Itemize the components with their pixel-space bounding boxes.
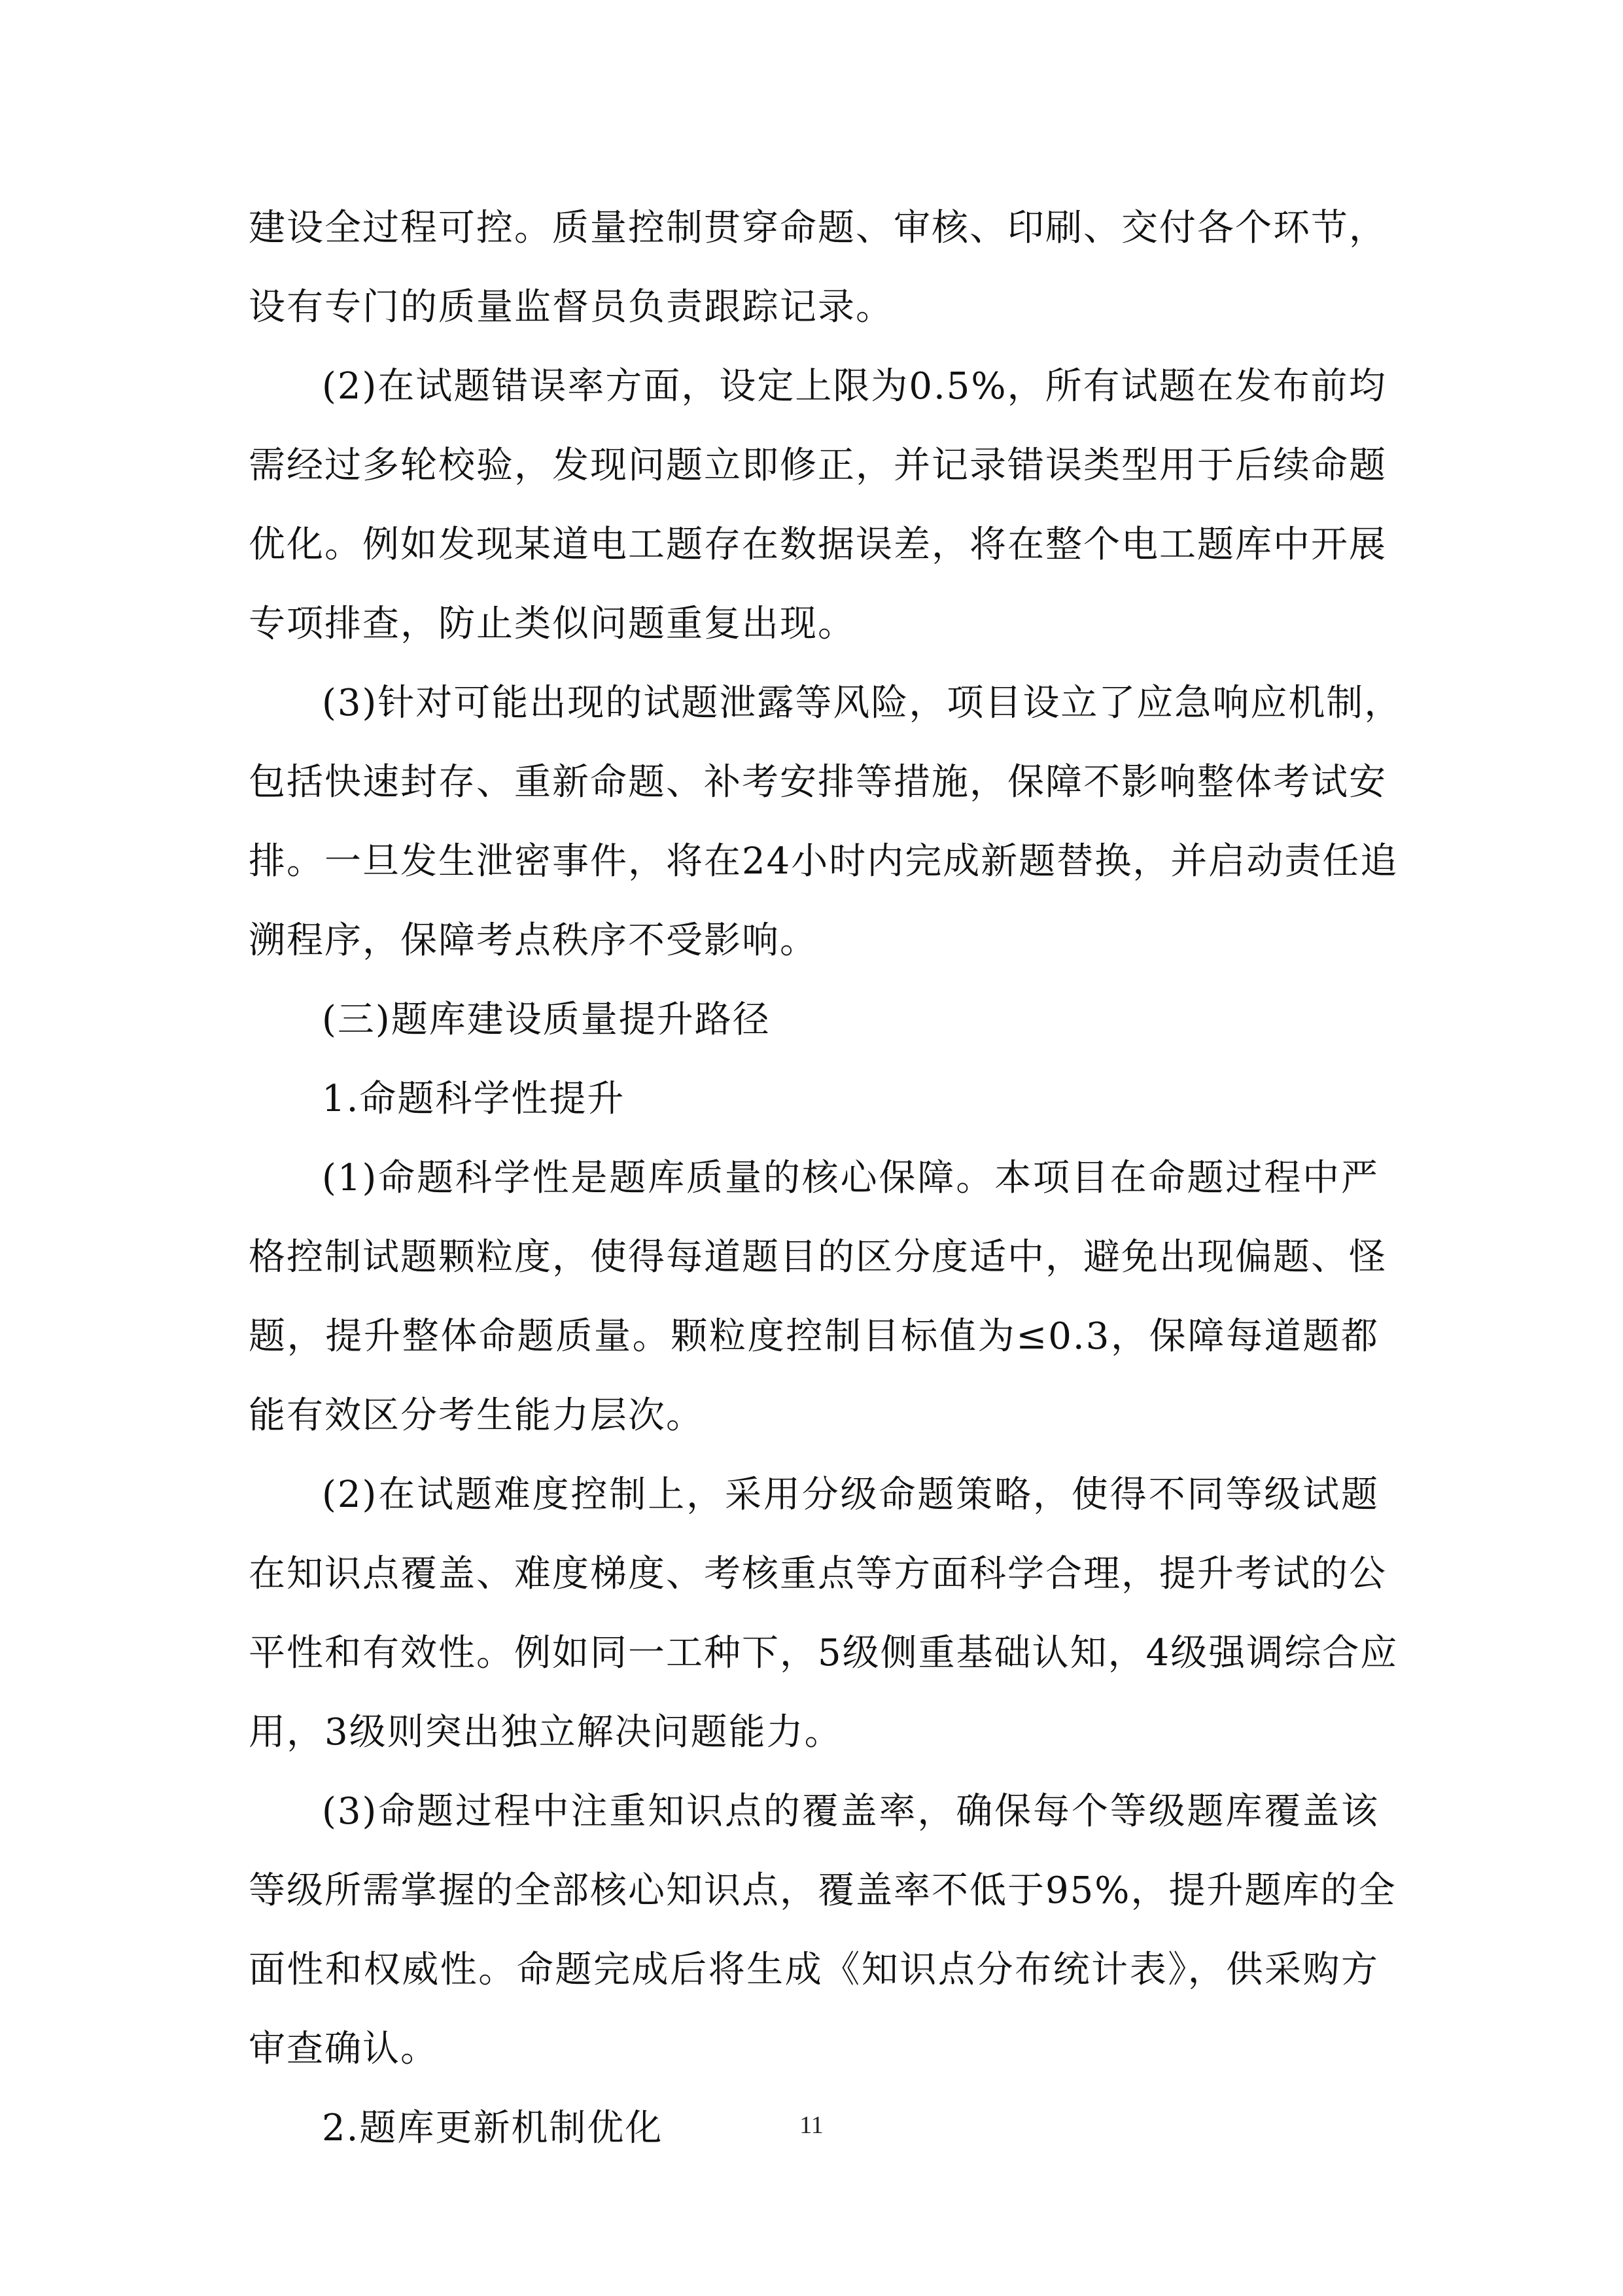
text-line: 设有专门的质量监督员负责跟踪记录。 (249, 286, 894, 328)
text-line: 格控制试题颗粒度，使得每道题目的区分度适中，避免出现偏题、怪 (249, 1236, 1387, 1279)
text-line: 平性和有效性。例如同一工种下，5级侧重基础认知，4级强调综合应 (249, 1632, 1399, 1674)
text-line: 建设全过程可控。质量控制贯穿命题、审核、印刷、交付各个环节， (249, 207, 1387, 249)
text-line: (2)在试题错误率方面，设定上限为0.5%，所有试题在发布前均 (322, 365, 1387, 408)
text-line: 题，提升整体命题质量。颗粒度控制目标值为≤0.3，保障每道题都 (249, 1315, 1379, 1358)
text-line: (3)命题过程中注重知识点的覆盖率，确保每个等级题库覆盖该 (322, 1790, 1379, 1833)
text-line: 需经过多轮校验，发现问题立即修正，并记录错误类型用于后续命题 (249, 444, 1387, 487)
text-line: 优化。例如发现某道电工题存在数据误差，将在整个电工题库中开展 (249, 523, 1387, 566)
text-line: 审查确认。 (249, 2028, 438, 2070)
text-line: (3)针对可能出现的试题泄露等风险，项目设立了应急响应机制， (322, 682, 1403, 724)
text-line: (1)命题科学性是题库质量的核心保障。本项目在命题过程中严 (322, 1157, 1379, 1199)
text-line: 溯程序，保障考点秩序不受影响。 (249, 919, 818, 962)
text-line: 专项排查，防止类似问题重复出现。 (249, 603, 856, 645)
text-line: 2.题库更新机制优化 (322, 2107, 663, 2149)
text-line: 面性和权威性。命题完成后将生成《知识点分布统计表》，供采购方 (249, 1949, 1379, 1991)
text-line: (三)题库建设质量提升路径 (322, 998, 771, 1041)
document-body (249, 188, 1403, 2168)
text-line: 1.命题科学性提升 (322, 1078, 625, 1120)
text-line: 在知识点覆盖、难度梯度、考核重点等方面科学合理，提升考试的公 (249, 1553, 1387, 1595)
page-number: 11 (799, 2111, 824, 2139)
text-line: 包括快速封存、重新命题、补考安排等措施，保障不影响整体考试安 (249, 761, 1387, 804)
text-line: 排。一旦发生泄密事件，将在24小时内完成新题替换，并启动责任追 (249, 840, 1399, 883)
text-line: 等级所需掌握的全部核心知识点，覆盖率不低于95%，提升题库的全 (249, 1869, 1397, 1912)
text-line: (2)在试题难度控制上，采用分级命题策略，使得不同等级试题 (322, 1474, 1379, 1516)
text-line: 用，3级则突出独立解决问题能力。 (249, 1711, 843, 1754)
text-line: 能有效区分考生能力层次。 (249, 1394, 704, 1437)
